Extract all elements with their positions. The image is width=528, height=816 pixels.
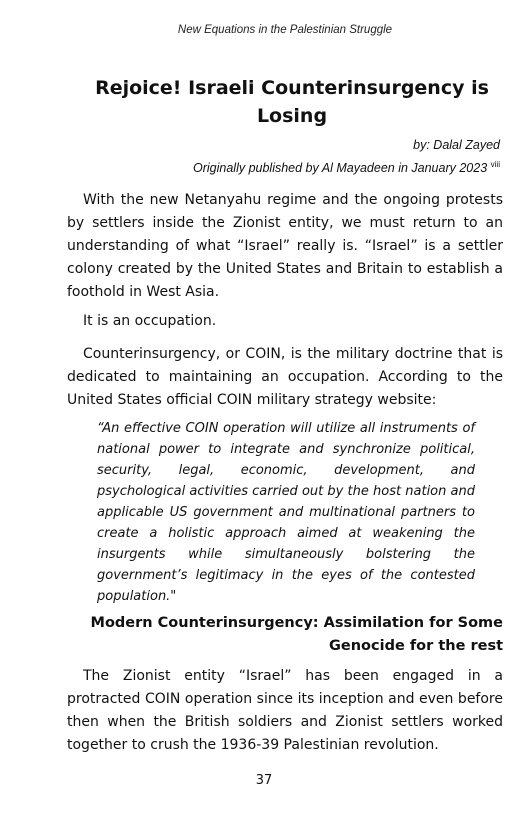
paragraph-intro: With the new Netanyahu regime and the ongoing protests by settlers inside the Zionist entity, we must return to an understanding of what “Israel” really is. “Israel” is a settler colony created by the United States and Britain to establish a foothold in West Asia.: [67, 192, 503, 300]
paragraph-occupation: It is an occupation.: [83, 313, 217, 329]
running-header: New Equations in the Palestinian Struggle: [177, 24, 393, 36]
paragraph-coin: Counterinsurgency, or COIN, is the military doctrine that is dedicated to maintaining an occupation. According to the United States official COIN military strategy website:: [67, 346, 503, 408]
page-number: 37: [255, 773, 273, 788]
paragraph-section: The Zionist entity “Israel” has been engaged in a protracted COIN operation since its inception and even before then when the British soldiers and Zionist settlers worked together to crush the 1936-39 Palestinian revolution.: [67, 668, 503, 753]
article-title: Rejoice! Israeli Counterinsurgency is Losing: [95, 77, 489, 127]
byline-published: [193, 160, 500, 175]
published-note: Originally published by Al Mayadeen in January 2023: [193, 161, 488, 176]
byline-author: by: Dalal Zayed: [413, 138, 500, 152]
footnote-marker: viii: [490, 160, 500, 169]
block-quote: “An effective COIN operation will utilize all instruments of national power to integrate and synchronize political, security, legal, economic, development, and psychological activities carried out by the host nation and applicable US government and multinational partners to create a holistic approach aimed at weakening the insurgents while simultaneously bolstering the government’s legitimacy in the eyes of the contested population.": [97, 421, 475, 604]
section-heading: Modern Counterinsurgency: Assimilation for Some Genocide for the rest: [90, 615, 503, 654]
